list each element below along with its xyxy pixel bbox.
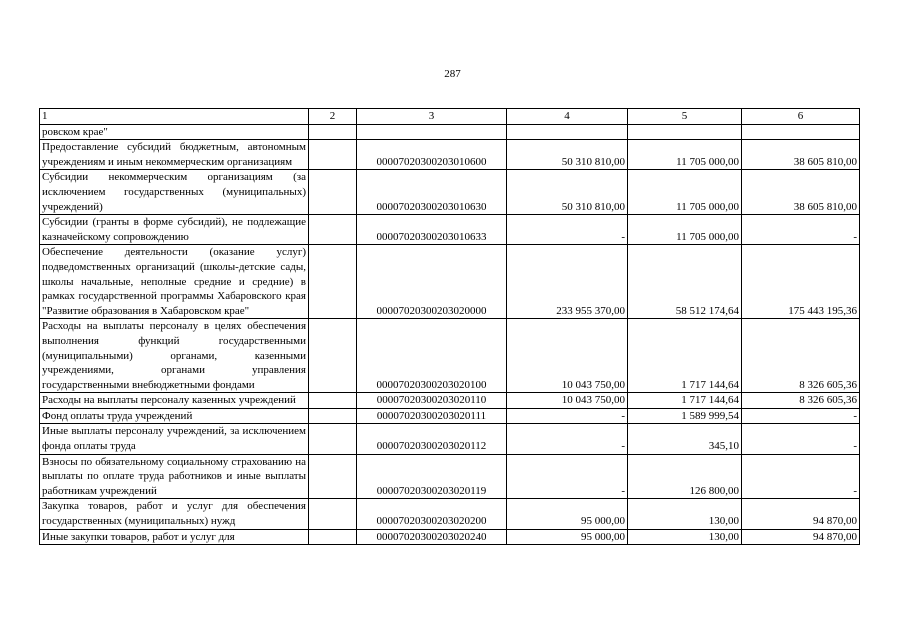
header-col-5: 5 xyxy=(628,109,742,125)
table-row xyxy=(40,215,860,245)
table-row xyxy=(40,499,860,529)
row-value-4: - xyxy=(507,408,628,424)
row-col2 xyxy=(309,140,357,170)
row-name: Иные закупки товаров, работ и услуг для xyxy=(40,529,309,545)
table-row xyxy=(40,170,860,215)
row-code: 00007020300203020110 xyxy=(357,393,507,409)
row-code: 00007020300203020112 xyxy=(357,424,507,454)
row-value-4: 50 310 810,00 xyxy=(507,140,628,170)
table-row xyxy=(40,245,860,319)
row-name: Закупка товаров, работ и услуг для обеспечения государственных (муниципальных) нужд xyxy=(40,499,309,529)
row-col2 xyxy=(309,424,357,454)
row-value-4: 50 310 810,00 xyxy=(507,170,628,215)
row-code: 00007020300203020000 xyxy=(357,245,507,319)
row-code: 00007020300203020200 xyxy=(357,499,507,529)
row-name: Иные выплаты персоналу учреждений, за исключением фонда оплаты труда xyxy=(40,424,309,454)
row-value-6: 38 605 810,00 xyxy=(742,170,860,215)
row-value-5: 58 512 174,64 xyxy=(628,245,742,319)
row-value-4: 10 043 750,00 xyxy=(507,319,628,393)
row-value-4: 95 000,00 xyxy=(507,499,628,529)
header-col-2: 2 xyxy=(309,109,357,125)
row-value-6: 94 870,00 xyxy=(742,499,860,529)
header-col-4: 4 xyxy=(507,109,628,125)
row-value-4: 10 043 750,00 xyxy=(507,393,628,409)
row-value-6: - xyxy=(742,408,860,424)
row-col2 xyxy=(309,408,357,424)
row-value-6: - xyxy=(742,215,860,245)
row-value-5: 11 705 000,00 xyxy=(628,170,742,215)
row-value-5: 130,00 xyxy=(628,529,742,545)
row-name: Взносы по обязательному социальному страхованию на выплаты по оплате труда работников и иные выплаты работникам учреждений xyxy=(40,454,309,499)
row-code: 00007020300203010600 xyxy=(357,140,507,170)
row-col2 xyxy=(309,170,357,215)
row-name: Расходы на выплаты персоналу в целях обеспечения выполнения функций государственными (муниципальными) органами, казенными учреждениями, органами управления государственными внебюджетными фондами xyxy=(40,319,309,393)
table-row xyxy=(40,124,860,140)
row-name: Субсидии некоммерческим организациям (за исключением государственных (муниципальных) учреждений) xyxy=(40,170,309,215)
row-value-5: 1 717 144,64 xyxy=(628,393,742,409)
row-code: 00007020300203020111 xyxy=(357,408,507,424)
row-name: Предоставление субсидий бюджетным, автономным учреждениям и иным некоммерческим организациям xyxy=(40,140,309,170)
row-code: 00007020300203010630 xyxy=(357,170,507,215)
row-code: 00007020300203010633 xyxy=(357,215,507,245)
row-value-5: 345,10 xyxy=(628,424,742,454)
table-header-row xyxy=(40,109,860,125)
row-col2 xyxy=(309,529,357,545)
row-value-5: 126 800,00 xyxy=(628,454,742,499)
row-code xyxy=(357,124,507,140)
row-value-5: 1 589 999,54 xyxy=(628,408,742,424)
budget-table xyxy=(39,108,860,545)
row-value-5: 11 705 000,00 xyxy=(628,140,742,170)
header-col-6: 6 xyxy=(742,109,860,125)
row-value-6: - xyxy=(742,454,860,499)
row-name: Субсидии (гранты в форме субсидий), не подлежащие казначейскому сопровождению xyxy=(40,215,309,245)
row-value-6: - xyxy=(742,424,860,454)
row-col2 xyxy=(309,499,357,529)
header-col-3: 3 xyxy=(357,109,507,125)
table-row xyxy=(40,319,860,393)
table-row xyxy=(40,454,860,499)
row-value-5: 11 705 000,00 xyxy=(628,215,742,245)
table-row xyxy=(40,393,860,409)
row-value-6: 175 443 195,36 xyxy=(742,245,860,319)
row-value-5: 1 717 144,64 xyxy=(628,319,742,393)
row-value-4: - xyxy=(507,454,628,499)
row-code: 00007020300203020119 xyxy=(357,454,507,499)
row-col2 xyxy=(309,454,357,499)
table-row xyxy=(40,529,860,545)
table-row xyxy=(40,408,860,424)
row-value-4: - xyxy=(507,215,628,245)
table-row xyxy=(40,424,860,454)
row-value-5 xyxy=(628,124,742,140)
table-row xyxy=(40,140,860,170)
row-value-6: 8 326 605,36 xyxy=(742,319,860,393)
row-value-5: 130,00 xyxy=(628,499,742,529)
row-value-6: 94 870,00 xyxy=(742,529,860,545)
header-col-1: 1 xyxy=(40,109,309,125)
row-value-6: 38 605 810,00 xyxy=(742,140,860,170)
row-code: 00007020300203020240 xyxy=(357,529,507,545)
row-name: Фонд оплаты труда учреждений xyxy=(40,408,309,424)
row-value-6: 8 326 605,36 xyxy=(742,393,860,409)
row-col2 xyxy=(309,124,357,140)
row-name: Обеспечение деятельности (оказание услуг) подведомственных организаций (школы-детские сады, школы начальные, неполные средние и средние) в рамках государственной программы Хабаровского края "Развитие образования в Хабаровском крае" xyxy=(40,245,309,319)
row-value-4: 95 000,00 xyxy=(507,529,628,545)
row-col2 xyxy=(309,215,357,245)
row-code: 00007020300203020100 xyxy=(357,319,507,393)
row-value-6 xyxy=(742,124,860,140)
row-name: ровском крае" xyxy=(40,124,309,140)
row-value-4 xyxy=(507,124,628,140)
row-value-4: 233 955 370,00 xyxy=(507,245,628,319)
row-col2 xyxy=(309,245,357,319)
row-name: Расходы на выплаты персоналу казенных учреждений xyxy=(40,393,309,409)
page-number: 287 xyxy=(444,68,461,80)
row-col2 xyxy=(309,319,357,393)
row-value-4: - xyxy=(507,424,628,454)
row-col2 xyxy=(309,393,357,409)
